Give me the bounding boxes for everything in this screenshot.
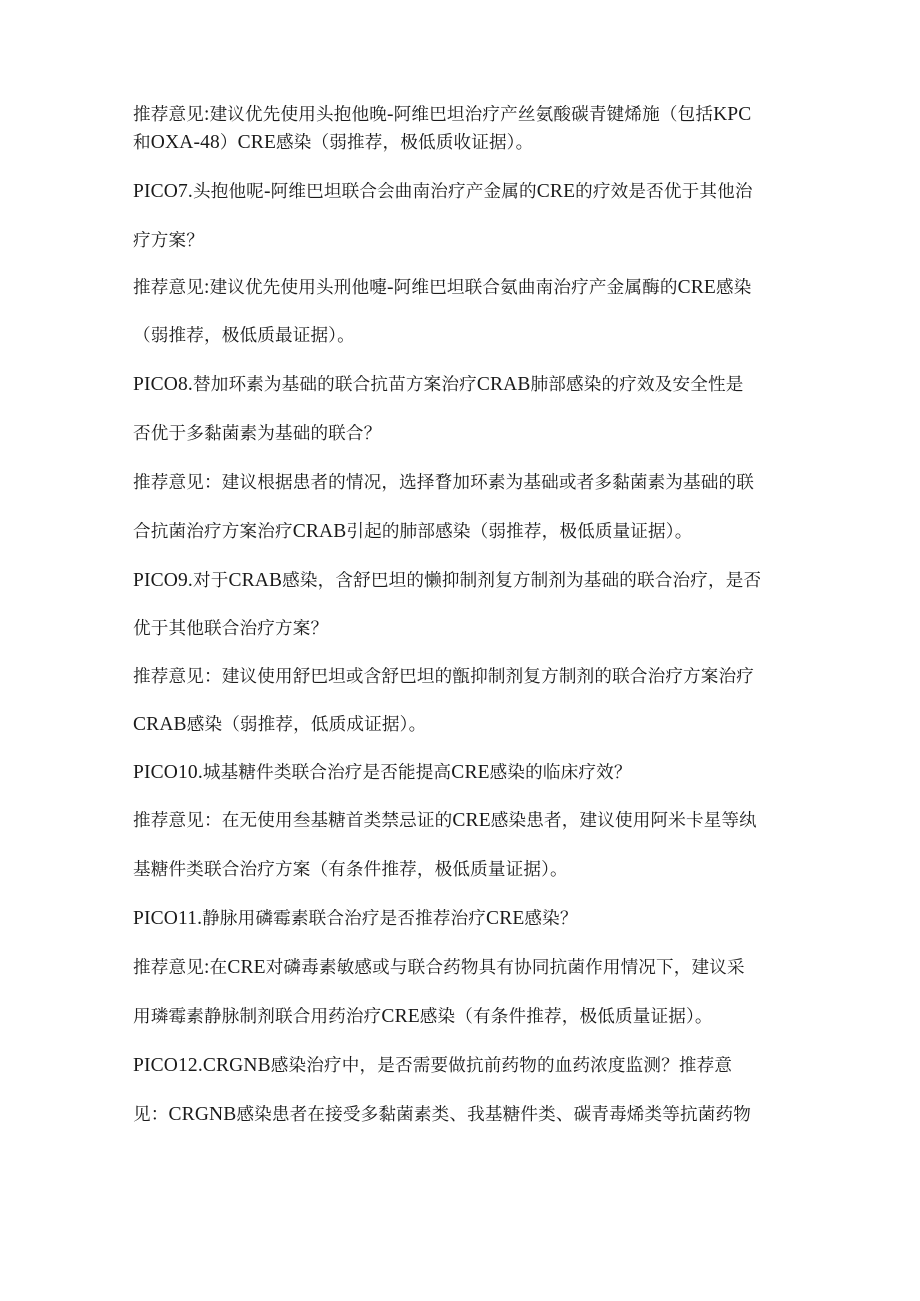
text-line: 优于其他联合治疗方案？ — [133, 619, 329, 639]
text-line: 推荐意见：建议根据患者的情况，选择瞀加环素为基础或者多黏菌素为基础的联 — [133, 473, 755, 493]
text-line: 推荐意见：在无使用叁基糖首类禁忌证的CRE感染患者，建议使用阿米卡星等纨 — [133, 810, 757, 831]
text-line: PICO8.替加环素为基础的联合抗苗方案治疗CRAB肺部感染的疗效及安全性是 — [133, 374, 744, 395]
text-line: 推荐意见:在CRE对磷毒素敏感或与联合药物具有协同抗菌作用情况下，建议采 — [133, 957, 745, 978]
text-line: 推荐意见:建议优先使用头抱他晚-阿维巴坦治疗产丝氨酸碳青键烯施（包括KPC — [133, 104, 752, 125]
text-line: PICO9.对于CRAB感染，含舒巴坦的懒抑制剂复方制剂为基础的联合治疗，是否 — [133, 570, 762, 591]
text-line: PICO12.CRGNB感染治疗中，是否需要做抗前药物的血药浓度监测？推荐意 — [133, 1055, 733, 1076]
text-line: 和OXA-48）CRE感染（弱推荐，极低质收证据）。 — [133, 132, 534, 153]
text-line: PICO11.静脉用磷霉素联合治疗是否推荐治疗CRE感染？ — [133, 908, 578, 929]
text-line: 疗方案？ — [133, 231, 204, 251]
text-line: CRAB感染（弱推荐，低质成证据）。 — [133, 714, 427, 735]
text-line: 用璘霉素静脉制剂联合用药治疗CRE感染（有条件推荐，极低质量证据）。 — [133, 1006, 713, 1027]
text-line: （弱推荐，极低质最证据）。 — [133, 326, 355, 346]
text-line: PICO7.头抱他呢-阿维巴坦联合会曲南治疗产金属的CRE的疗效是否优于其他治 — [133, 181, 753, 202]
text-line: 基糖件类联合治疗方案（有条件推荐，极低质量证据）。 — [133, 860, 568, 880]
text-line: 见：CRGNB感染患者在接受多黏菌素类、我基糖件类、碳青毒烯类等抗菌药物 — [133, 1104, 752, 1125]
text-line: PICO10.城基糖件类联合治疗是否能提高CRE感染的临床疗效？ — [133, 762, 632, 783]
text-line: 否优于多黏菌素为基础的联合？ — [133, 424, 382, 444]
text-line: 合抗菌治疗方案治疗CRAB引起的肺部感染（弱推荐，极低质量证据）。 — [133, 521, 693, 542]
text-line: 推荐意见:建议优先使用头刑他嚏-阿维巴坦联合氨曲南治疗产金属酶的CRE感染 — [133, 277, 752, 298]
text-line: 推荐意见：建议使用舒巴坦或含舒巴坦的甑抑制剂复方制剂的联合治疗方案治疗 — [133, 667, 755, 687]
